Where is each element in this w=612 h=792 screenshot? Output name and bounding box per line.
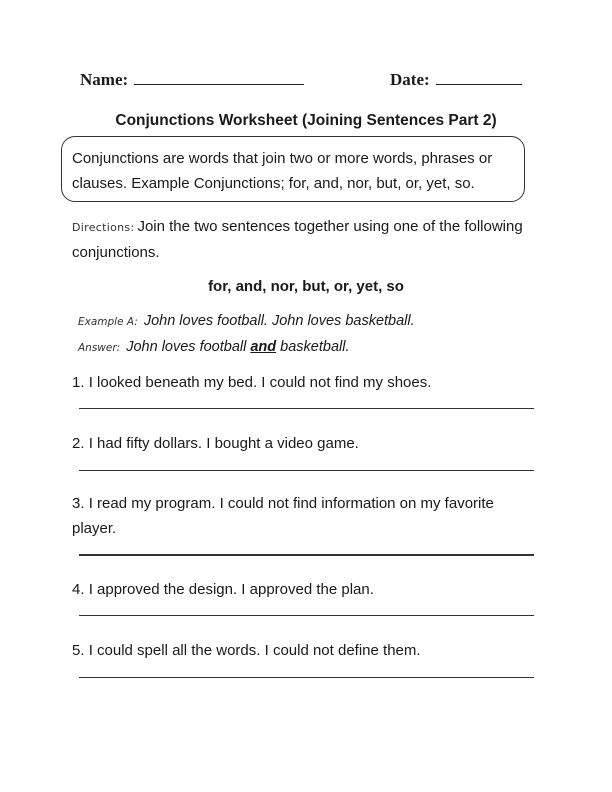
answer-line-3[interactable]: [79, 554, 534, 556]
answer-line-5[interactable]: [79, 677, 534, 678]
question-1: [72, 370, 542, 395]
question-5: [72, 638, 542, 663]
question-number: 1.: [72, 374, 85, 391]
name-label: Name:: [80, 70, 129, 89]
conjunction-list: for, and, nor, but, or, yet, so: [208, 278, 404, 295]
worksheet-title: Conjunctions Worksheet (Joining Sentences Part 2): [115, 112, 497, 129]
answer-text-after: basketball.: [276, 339, 350, 355]
answer-line-2[interactable]: [79, 470, 534, 471]
name-field: [80, 70, 304, 90]
question-4: [72, 577, 542, 602]
worksheet-header: [80, 70, 540, 96]
question-number: 3.: [72, 495, 85, 512]
question-number: 5.: [72, 642, 85, 659]
example-sentence: John loves football. John loves basketball.: [143, 313, 415, 329]
answer-text-before: John loves football: [126, 339, 251, 355]
question-text: I looked beneath my bed. I could not find my shoes.: [88, 374, 432, 391]
date-blank-line[interactable]: [436, 70, 522, 85]
answer-label: Answer:: [78, 342, 121, 354]
directions-text: Join the two sentences together using one of the following conjunctions.: [72, 218, 523, 261]
question-text: I had fifty dollars. I bought a video game.: [88, 435, 359, 452]
answer-line-1[interactable]: [79, 408, 534, 409]
answer-line-4[interactable]: [79, 615, 534, 616]
question-number: 4.: [72, 581, 85, 598]
example-row: [78, 313, 415, 329]
directions: [72, 214, 542, 265]
question-3: [72, 491, 542, 541]
question-number: 2.: [72, 435, 85, 452]
directions-label: Directions:: [72, 221, 135, 234]
question-2: [72, 431, 542, 456]
question-text: I read my program. I could not find information on my favorite player.: [72, 495, 494, 537]
example-label: Example A:: [78, 316, 138, 328]
question-text: I approved the design. I approved the plan.: [88, 581, 374, 598]
question-text: I could spell all the words. I could not define them.: [88, 642, 421, 659]
answer-conjunction: and: [250, 339, 277, 355]
definition-box: [61, 136, 525, 202]
definition-text: Conjunctions are words that join two or more words, phrases or clauses. Example Conjunctions; for, and, nor, but, or, yet, so.: [72, 150, 493, 192]
name-blank-line[interactable]: [134, 70, 304, 85]
date-field: [390, 70, 522, 90]
date-label: Date:: [390, 70, 430, 89]
answer-row: [78, 339, 350, 355]
